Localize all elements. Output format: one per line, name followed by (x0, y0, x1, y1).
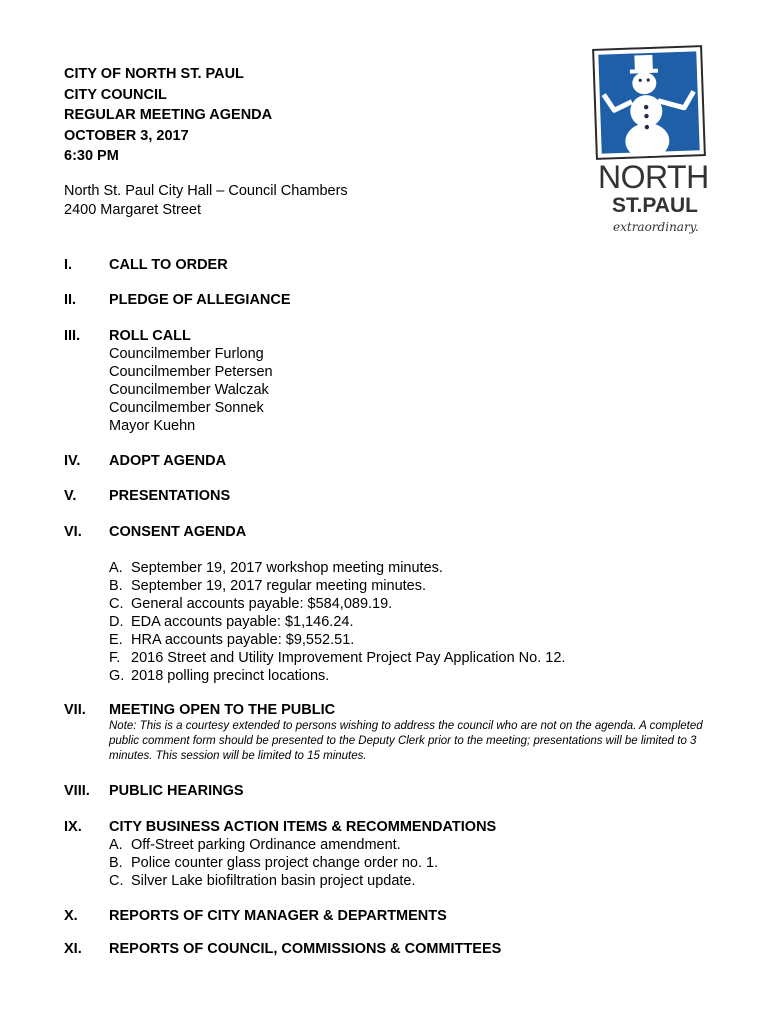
logo-word-stpaul: ST.PAUL (612, 194, 698, 217)
item-title: CITY BUSINESS ACTION ITEMS & RECOMMENDATIONS (109, 819, 497, 835)
list-letter: C. (109, 596, 124, 612)
list-text: September 19, 2017 regular meeting minutes. (131, 578, 427, 594)
list-letter: B. (109, 578, 123, 594)
item-title: CALL TO ORDER (109, 257, 228, 273)
city-logo (580, 44, 710, 240)
item-title: ROLL CALL (109, 328, 191, 344)
item-number: II. (64, 292, 77, 308)
logo-tagline: extraordinary. (613, 220, 699, 234)
list-text: EDA accounts payable: $1,146.24. (131, 614, 354, 630)
location-venue: North St. Paul City Hall – Council Chambers (64, 183, 348, 199)
list-text: September 19, 2017 workshop meeting minutes. (131, 560, 443, 576)
location-street: 2400 Margaret Street (64, 202, 202, 218)
item-title: MEETING OPEN TO THE PUBLIC (109, 702, 336, 718)
roll-call-member: Councilmember Petersen (109, 364, 273, 380)
item-title: ADOPT AGENDA (109, 453, 227, 469)
item-title: PUBLIC HEARINGS (109, 783, 244, 799)
list-letter: E. (109, 632, 123, 648)
item-title: CONSENT AGENDA (109, 524, 247, 540)
item-number: V. (64, 488, 77, 504)
list-text: General accounts payable: $584,089.19. (131, 596, 393, 612)
item-number: VII. (64, 702, 86, 718)
item-title: PRESENTATIONS (109, 488, 231, 504)
list-letter: G. (109, 668, 125, 684)
list-letter: F. (109, 650, 121, 666)
item-title: REPORTS OF CITY MANAGER & DEPARTMENTS (109, 908, 447, 924)
roll-call-member: Councilmember Walczak (109, 382, 269, 398)
item-number: VIII. (64, 783, 90, 799)
item-number: X. (64, 908, 78, 924)
list-text: 2018 polling precinct locations. (131, 668, 330, 684)
header-time: 6:30 PM (64, 148, 119, 164)
header-date: OCTOBER 3, 2017 (64, 127, 189, 144)
snowman-logo-frame (592, 45, 706, 160)
logo-word-north: NORTH (598, 159, 709, 195)
list-letter: C. (109, 873, 124, 889)
item-number: IV. (64, 453, 81, 469)
list-letter: D. (109, 614, 124, 630)
roll-call-member: Mayor Kuehn (109, 418, 196, 434)
header-meeting-type: REGULAR MEETING AGENDA (64, 107, 273, 123)
roll-call-list (109, 345, 273, 435)
item-number: I. (64, 257, 73, 273)
list-text: Police counter glass project change order no. 1. (131, 855, 439, 871)
snowman-icon (594, 47, 704, 158)
list-text: HRA accounts payable: $9,552.51. (131, 632, 355, 648)
document-header (64, 64, 272, 167)
list-text: Silver Lake biofiltration basin project update. (131, 873, 416, 889)
meeting-location (64, 182, 348, 220)
list-text: Off-Street parking Ordinance amendment. (131, 837, 401, 853)
header-body: CITY COUNCIL (64, 86, 167, 103)
header-city: CITY OF NORTH ST. PAUL (64, 66, 244, 82)
item-number: XI. (64, 941, 82, 957)
item-title: REPORTS OF COUNCIL, COMMISSIONS & COMMITTEES (109, 941, 502, 957)
list-letter: B. (109, 855, 123, 871)
item-number: III. (64, 328, 81, 344)
item-number: VI. (64, 524, 82, 540)
list-text: 2016 Street and Utility Improvement Project Pay Application No. 12. (131, 650, 566, 666)
public-comment-note: Note: This is a courtesy extended to persons wishing to address the council who are not on the agenda. A completed public comment form should be presented to the Deputy Clerk prior to the meeting; presentations will be limited to 3 minutes. This session will be limited to 15 minutes. (109, 720, 703, 762)
item-number: IX. (64, 819, 82, 835)
list-letter: A. (109, 560, 123, 576)
roll-call-member: Councilmember Sonnek (109, 400, 264, 416)
item-title: PLEDGE OF ALLEGIANCE (109, 292, 291, 308)
roll-call-member: Councilmember Furlong (109, 346, 264, 362)
list-letter: A. (109, 837, 123, 853)
